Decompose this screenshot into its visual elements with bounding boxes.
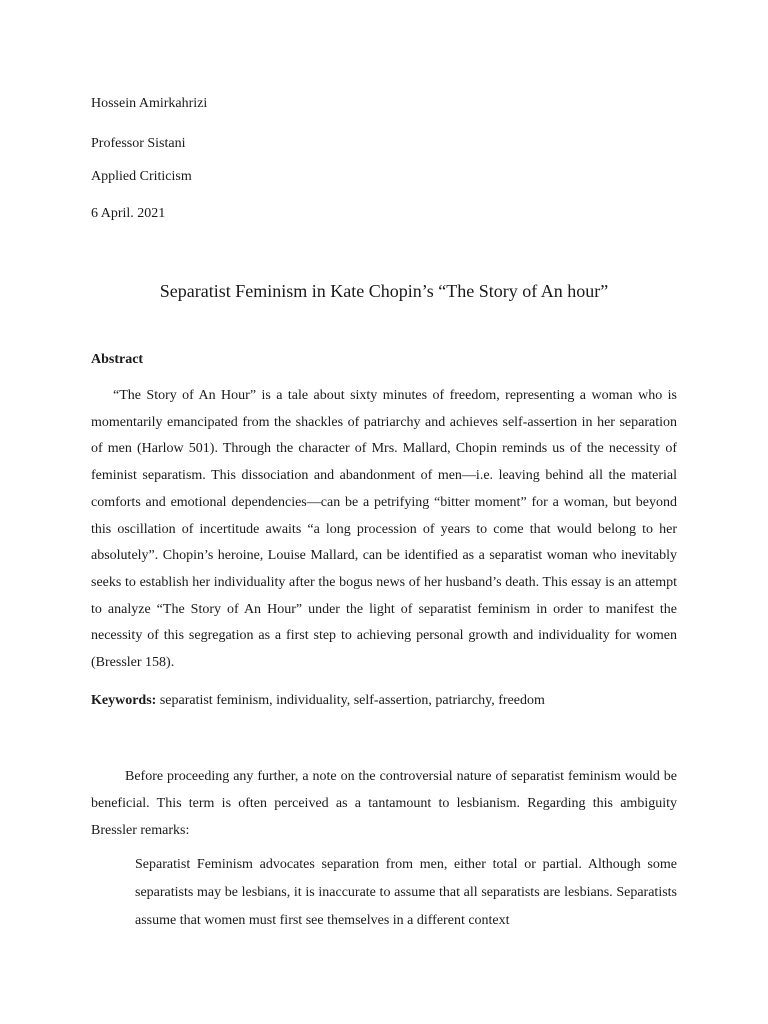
abstract-heading: Abstract	[91, 352, 144, 367]
body-paragraph: Before proceeding any further, a note on the controversial nature of separatist feminism would be beneficial. This term is often perceived as a tantamount to lesbianism. Regarding this ambiguity Bressler remarks:	[91, 769, 677, 838]
date: 6 April. 2021	[91, 206, 166, 221]
course-name: Applied Criticism	[91, 169, 192, 184]
professor-name: Professor Sistani	[91, 136, 186, 151]
keywords-text: separatist feminism, individuality, self-assertion, patriarchy, freedom	[156, 693, 545, 708]
document-title: Separatist Feminism in Kate Chopin’s “The Story of An hour”	[159, 281, 609, 301]
abstract-paragraph: “The Story of An Hour” is a tale about sixty minutes of freedom, representing a woman who is momentarily emancipated from the shackles of patriarchy and achieves self-assertion in her separation of men (Harlow 501). Through the character of Mrs. Mallard, Chopin reminds us of the necessity of feminist separatism. This dissociation and abandonment of men—i.e. leaving behind all the material comforts and emotional dependencies—can be a petrifying “bitter moment” for a woman, but beyond this oscillation of incertitude awaits “a long procession of years to come that would belong to her absolutely”. Chopin’s heroine, Louise Mallard, can be identified as a separatist woman who inevitably seeks to establish her individuality after the bogus news of her husband’s death. This essay is an attempt to analyze “The Story of An Hour” under the light of separatist feminism in order to manifest the necessity of this segregation as a first step to achieving personal growth and individuality for women (Bressler 158).	[91, 388, 677, 671]
author-name: Hossein Amirkahrizi	[91, 96, 208, 111]
block-quote: Separatist Feminism advocates separation from men, either total or partial. Although some separatists may be lesbians, it is inaccurate to assume that all separatists are lesbians. Separatists assume that women must first see themselves in a different context	[135, 857, 677, 928]
keywords-label: Keywords:	[91, 693, 157, 708]
keywords-line	[91, 692, 545, 710]
